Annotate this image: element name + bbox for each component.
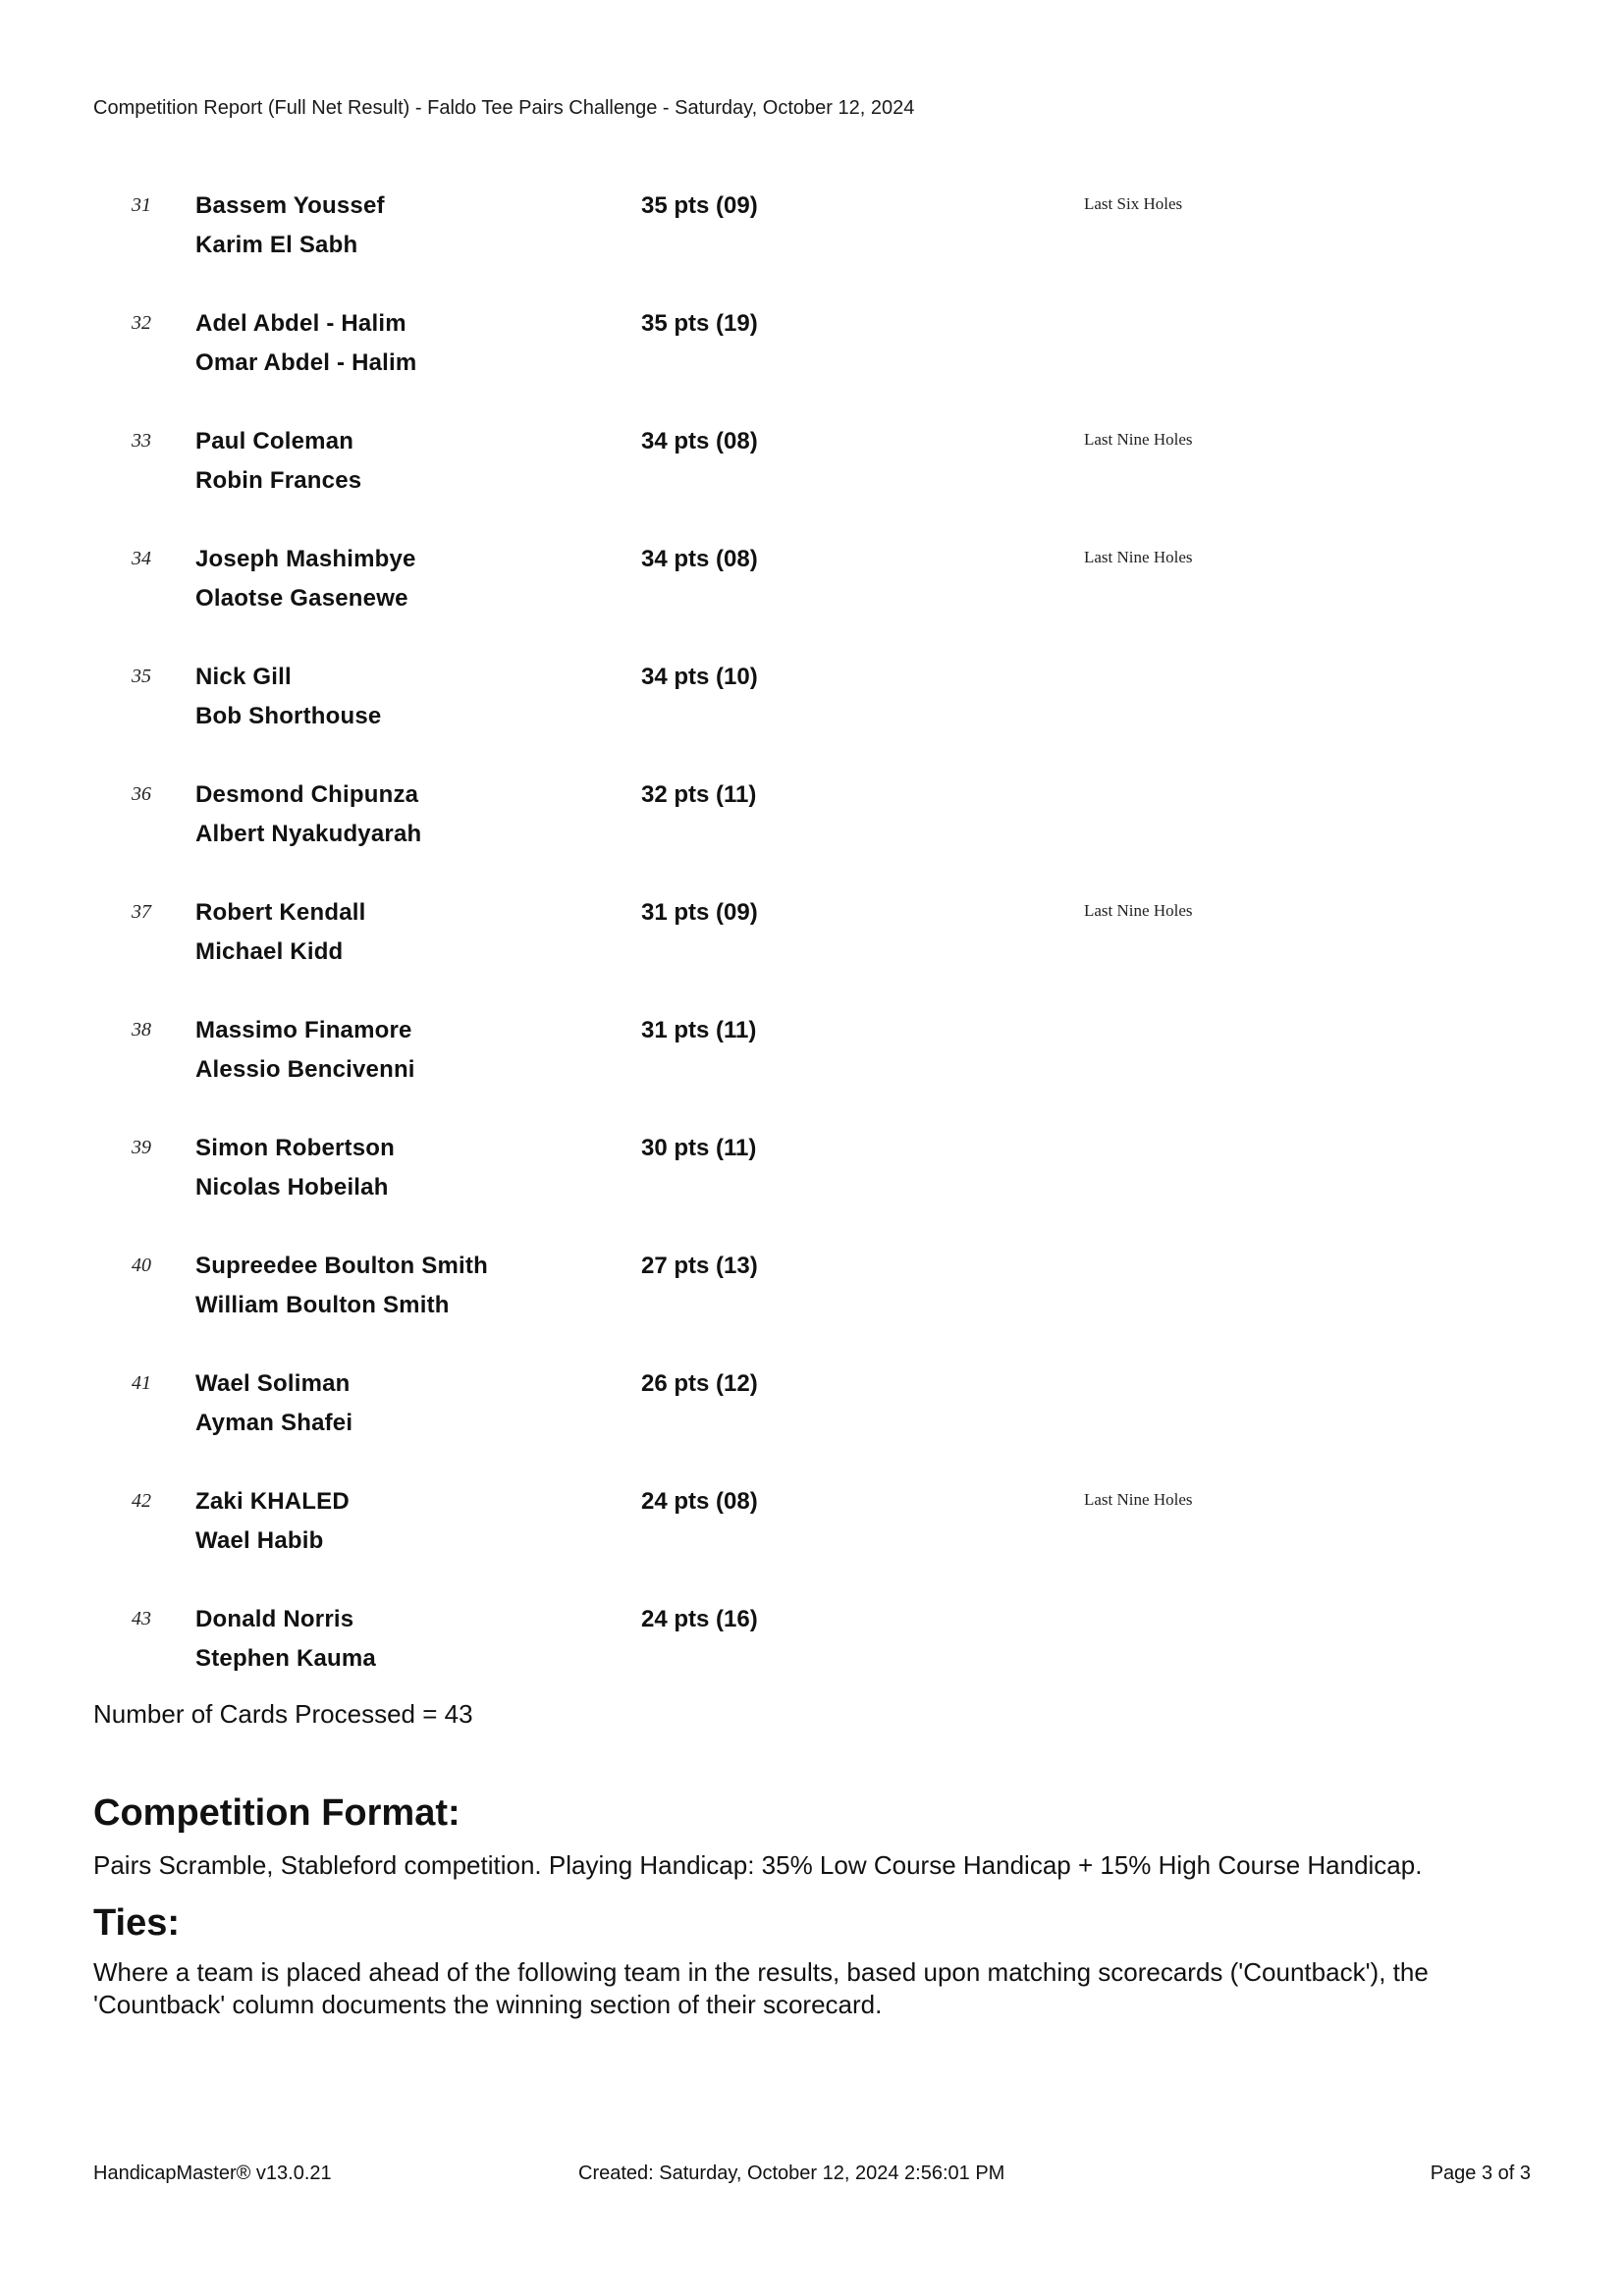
created-timestamp: Created: Saturday, October 12, 2024 2:56:01 PM (578, 2163, 1005, 2184)
player-1-name: Zaki KHALED (195, 1488, 350, 1515)
position: 33 (132, 430, 151, 452)
score: 34 pts (08) (641, 546, 758, 572)
player-2-name: Michael Kidd (195, 938, 344, 965)
score: 31 pts (11) (641, 1017, 757, 1043)
result-row (0, 1606, 1624, 1684)
position: 43 (132, 1608, 151, 1629)
result-row (0, 1017, 1624, 1095)
score: 31 pts (09) (641, 899, 758, 926)
result-row (0, 1135, 1624, 1213)
position: 36 (132, 783, 151, 805)
player-1-name: Adel Abdel - Halim (195, 310, 406, 337)
score: 35 pts (19) (641, 310, 758, 337)
player-2-name: Olaotse Gasenewe (195, 585, 408, 612)
countback: Last Nine Holes (1084, 1490, 1193, 1509)
player-2-name: Ayman Shafei (195, 1410, 353, 1436)
countback: Last Nine Holes (1084, 430, 1193, 449)
result-row (0, 664, 1624, 742)
position: 40 (132, 1255, 151, 1276)
player-2-name: Omar Abdel - Halim (195, 349, 417, 376)
player-1-name: Massimo Finamore (195, 1017, 412, 1043)
player-2-name: Wael Habib (195, 1527, 324, 1554)
position: 34 (132, 548, 151, 569)
player-2-name: Albert Nyakudyarah (195, 821, 422, 847)
result-row (0, 1488, 1624, 1567)
player-2-name: Nicolas Hobeilah (195, 1174, 389, 1201)
player-2-name: Karim El Sabh (195, 232, 358, 258)
position: 42 (132, 1490, 151, 1512)
position: 35 (132, 666, 151, 687)
player-2-name: Stephen Kauma (195, 1645, 376, 1672)
player-1-name: Robert Kendall (195, 899, 366, 926)
score: 35 pts (09) (641, 192, 758, 219)
score: 30 pts (11) (641, 1135, 757, 1161)
player-2-name: Bob Shorthouse (195, 703, 382, 729)
position: 41 (132, 1372, 151, 1394)
score: 26 pts (12) (641, 1370, 758, 1397)
player-2-name: Robin Frances (195, 467, 362, 494)
page-number: Page 3 of 3 (1430, 2163, 1531, 2184)
result-row (0, 1253, 1624, 1331)
position: 31 (132, 194, 151, 216)
competition-format-heading: Competition Format: (93, 1792, 460, 1834)
ties-heading: Ties: (93, 1902, 181, 1944)
score: 34 pts (08) (641, 428, 758, 454)
player-1-name: Supreedee Boulton Smith (195, 1253, 488, 1279)
report-header: Competition Report (Full Net Result) - Faldo Tee Pairs Challenge - Saturday, October 12, 2024 (93, 97, 915, 119)
ties-text: Where a team is placed ahead of the following team in the results, based upon matching scorecards ('Countback'), the 'Countback' column documents the winning section of their scorecard. (93, 1957, 1429, 2019)
result-row (0, 428, 1624, 507)
countback: Last Nine Holes (1084, 901, 1193, 920)
player-1-name: Paul Coleman (195, 428, 354, 454)
position: 37 (132, 901, 151, 923)
player-1-name: Donald Norris (195, 1606, 354, 1632)
score: 34 pts (10) (641, 664, 758, 690)
countback: Last Nine Holes (1084, 548, 1193, 566)
result-row (0, 546, 1624, 624)
result-row (0, 1370, 1624, 1449)
position: 39 (132, 1137, 151, 1158)
result-row (0, 192, 1624, 271)
score: 24 pts (16) (641, 1606, 758, 1632)
player-2-name: Alessio Bencivenni (195, 1056, 415, 1083)
countback: Last Six Holes (1084, 194, 1183, 213)
player-1-name: Desmond Chipunza (195, 781, 419, 808)
position: 38 (132, 1019, 151, 1041)
software-version: HandicapMaster® v13.0.21 (93, 2163, 332, 2184)
player-2-name: William Boulton Smith (195, 1292, 450, 1318)
player-1-name: Nick Gill (195, 664, 292, 690)
result-row (0, 899, 1624, 978)
score: 24 pts (08) (641, 1488, 758, 1515)
position: 32 (132, 312, 151, 334)
result-row (0, 310, 1624, 389)
player-1-name: Simon Robertson (195, 1135, 396, 1161)
result-row (0, 781, 1624, 860)
score: 27 pts (13) (641, 1253, 758, 1279)
player-1-name: Bassem Youssef (195, 192, 385, 219)
competition-format-text: Pairs Scramble, Stableford competition. Playing Handicap: 35% Low Course Handicap + 15% High Course Handicap. (93, 1850, 1423, 1880)
player-1-name: Joseph Mashimbye (195, 546, 416, 572)
player-1-name: Wael Soliman (195, 1370, 351, 1397)
cards-processed: Number of Cards Processed = 43 (93, 1699, 473, 1729)
score: 32 pts (11) (641, 781, 757, 808)
